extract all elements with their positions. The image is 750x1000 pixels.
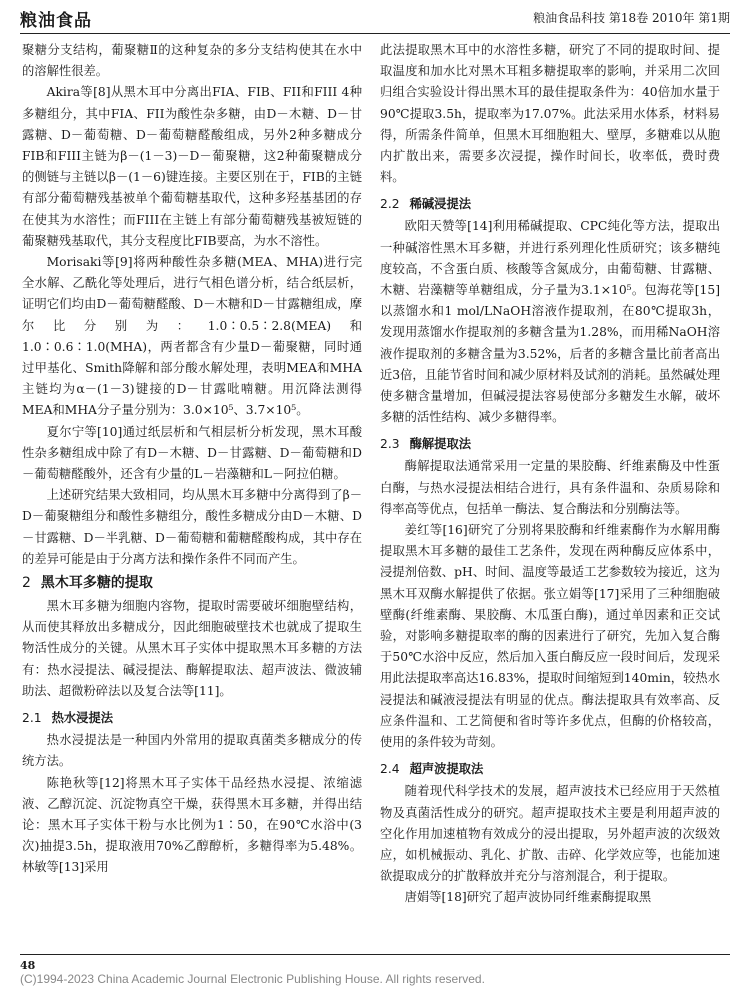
paragraph: 夏尔宁等[10]通过纸层析和气相层析分析发现，黑木耳酸性杂多糖组成中除了有D－木糖、D－甘露糖、D－葡萄糖和D－葡萄糖醛酸外，还含有少量的L－岩藻糖和L－阿拉伯糖。 (22, 424, 362, 482)
section-heading-2-3 (380, 434, 720, 454)
copyright-notice: (C)1994-2023 China Academic Journal Electronic Publishing House. All rights reserved. (20, 972, 485, 986)
paragraph: 欧阳天赞等[14]利用稀碱提取、CPC纯化等方法，提取出一种碱溶性黑木耳多糖，并进行系列理化性质研究；该多糖纯度较高，不含蛋白质、核酸等含氮成分，由葡萄糖、甘露糖、木糖、岩藻糖等单糖组成，分子量为3.1×10⁵。包海花等[15]以蒸馏水和1 mol/LNaOH溶液作提取剂，在80℃提取3h，发现用蒸馏水作提取剂的多糖含量为1.28%，而用稀NaOH溶液作提取剂的多糖含量为3.52%，后者的多糖含量比前者高出近3倍，且能节省时间和减少原材料及试剂的消耗。虽然碱处理使多糖含量增加，但碱浸提法容易使部分多糖发生水解，破坏多糖的活性结构、减少多糖得率。 (380, 219, 720, 425)
section-number: 2 (22, 575, 31, 592)
section-number: 2.2 (380, 197, 400, 212)
paragraph: 姜红等[16]研究了分别将果胶酶和纤维素酶作为水解用酶提取黑木耳多糖的最佳工艺条件，发现在两种酶反应体系中，浸提剂倍数、pH、时间、温度等最适工艺参数较为接近，这为黑木耳双酶水解提供了依据。张立娟等[17]采用了三种细胞破壁酶(纤维素酶、果胶酶、木瓜蛋白酶)，通过单因素和正交试验，对影响多糖提取率的酶的因素进行了研究，先加入复合酶于50℃水浴中反应，然后加入蛋白酶反应一段时间后，发现采用此法提取率高达16.83%，提取时间缩短到140min，较热水浸提法和碱液浸提法有明显的优点。酶法提取具有效率高、反应条件温和、工艺简便和省时等许多优点，但酶的价格较高，使用的条件较为苛刻。 (380, 523, 720, 750)
section-heading-2 (22, 572, 362, 594)
paragraph: 上述研究结果大致相同，均从黑木耳多糖中分离得到了β－D－葡聚糖组分和酸性多糖组分，酸性多糖成分由D－木糖、D－甘露糖、D－半乳糖、D－葡萄糖和葡糖醛酸构成，其中存在的差异可能是由于分离方法和操作条件不同而产生。 (22, 488, 362, 566)
section-number: 2.4 (380, 762, 400, 777)
paragraph: 聚糖分支结构，葡聚糖Ⅱ的这种复杂的多分支结构使其在水中的溶解性很差。 (22, 43, 362, 79)
section-heading-2-4 (380, 759, 720, 779)
paragraph: 唐娟等[18]研究了超声波协同纤维素酶提取黑 (404, 890, 652, 905)
paragraph: 随着现代科学技术的发展，超声波技术已经应用于天然植物及真菌活性成分的研究。超声提取技术主要是利用超声波的空化作用加速植物有效成分的浸出提取，另外超声波的次级效应，如机械振动、乳化、扩散、击碎、化学效应等，也能加速欲提取成分的扩散释放并充分与溶剂混合，利于提取。 (380, 784, 720, 884)
paragraph: Akira等[8]从黑木耳中分离出FIA、FIB、FII和FIII 4种多糖组分，其中FIA、FII为酸性杂多糖，由D－木糖、D－甘露糖、D－葡萄糖、D－葡萄糖醛酸组成，另外2种多糖成分FIB和FIII主链为β－(1－3)－D－葡聚糖，这2种葡聚糖成分的侧链与主链以β－(1－6)键连接。主要区别在于，FIB的主链有部分葡萄糖残基被单个葡萄糖基取代，这种多羟基基团的存在使其为水溶性；而FIII在主链上有部分葡萄糖残基被短链的葡聚糖残基取代，其分支程度比FIB要高，为水不溶性。 (22, 85, 362, 248)
header-rule (20, 33, 730, 34)
section-title: 超声波提取法 (409, 762, 484, 777)
section-heading-2-1 (22, 708, 362, 728)
page-header (20, 6, 730, 32)
section-number: 2.3 (380, 437, 400, 452)
right-column (380, 40, 720, 909)
section-title: 酶解提取法 (409, 437, 472, 452)
paragraph: 陈艳秋等[12]将黑木耳子实体干品经热水浸提、浓缩滤液、乙醇沉淀、沉淀物真空干燥，获得黑木耳多糖，并得出结论：黑木耳子实体干粉与水比例为1∶50，在90℃水浴中(3次)抽提3.5h，提取液用70%乙醇醇析，多糖得率为5.48%。林敏等[13]采用 (22, 775, 362, 875)
paragraph: 黑木耳多糖为细胞内容物，提取时需要破坏细胞壁结构，从而使其释放出多糖成分，因此细胞破壁技术也就成了提取生物活性成分的关键。从黑木耳子实体中提取黑木耳多糖的方法有：热水浸提法、碱浸提法、酶解提取法、超声波法、微波辅助法、超微粉碎法以及复合法等[11]。 (22, 599, 362, 698)
journal-brand: 粮油食品 (20, 11, 92, 31)
section-title: 热水浸提法 (51, 711, 114, 726)
left-column (22, 40, 362, 879)
paragraph: 酶解提取法通常采用一定量的果胶酶、纤维素酶及中性蛋白酶，与热水浸提法相结合进行，具有条件温和、杂质易除和得率高等优点，包括单一酶法、复合酶法和分别酶法等。 (380, 459, 720, 516)
page-number: 48 (20, 959, 36, 972)
paragraph: Morisaki等[9]将两种酸性杂多糖(MEA、MHA)进行完全水解、乙酰化等处理后，进行气相色谱分析，结合纸层析，证明它们均由D－葡萄糖醛酸、D－木糖和D－甘露糖组成，摩尔比分别为：1.0∶0.5∶2.8(MEA)和1.0∶0.6∶1.0(MHA)，两者都含有少量D－葡聚糖，同时通过甲基化、Smith降解和部分酸水解处理，表明MEA和MHA主链均为α－(1－3)键接的D－甘露吡喃糖。用沉降法测得MEA和MHA分子量分别为：3.0×10⁵、3.7×10⁵。 (22, 255, 362, 418)
section-heading-2-2 (380, 194, 720, 214)
page-footer (20, 954, 730, 990)
footer-rule (20, 954, 730, 955)
section-number: 2.1 (22, 711, 42, 726)
journal-issue-info: 粮油食品科技 第18卷 2010年 第1期 (533, 11, 730, 25)
section-title: 黑木耳多糖的提取 (40, 575, 153, 592)
paragraph: 此法提取黑木耳中的水溶性多糖，研究了不同的提取时间、提取温度和加水比对黑木耳粗多糖提取率的影响，并采用二次回归组合实验设计得出黑木耳的最佳提取条件为：40倍加水量于90℃提取3.5h，提取率为17.07%。此法采用水体系，材料易得，所需条件简单，但黑木耳细胞粗大、壁厚，多糖难以从胞内扩散出来，需要多次浸提，操作时间长，收率低，费时费料。 (380, 43, 720, 185)
paragraph: 热水浸提法是一种国内外常用的提取真菌类多糖成分的传统方法。 (22, 733, 362, 769)
section-title: 稀碱浸提法 (409, 197, 472, 212)
